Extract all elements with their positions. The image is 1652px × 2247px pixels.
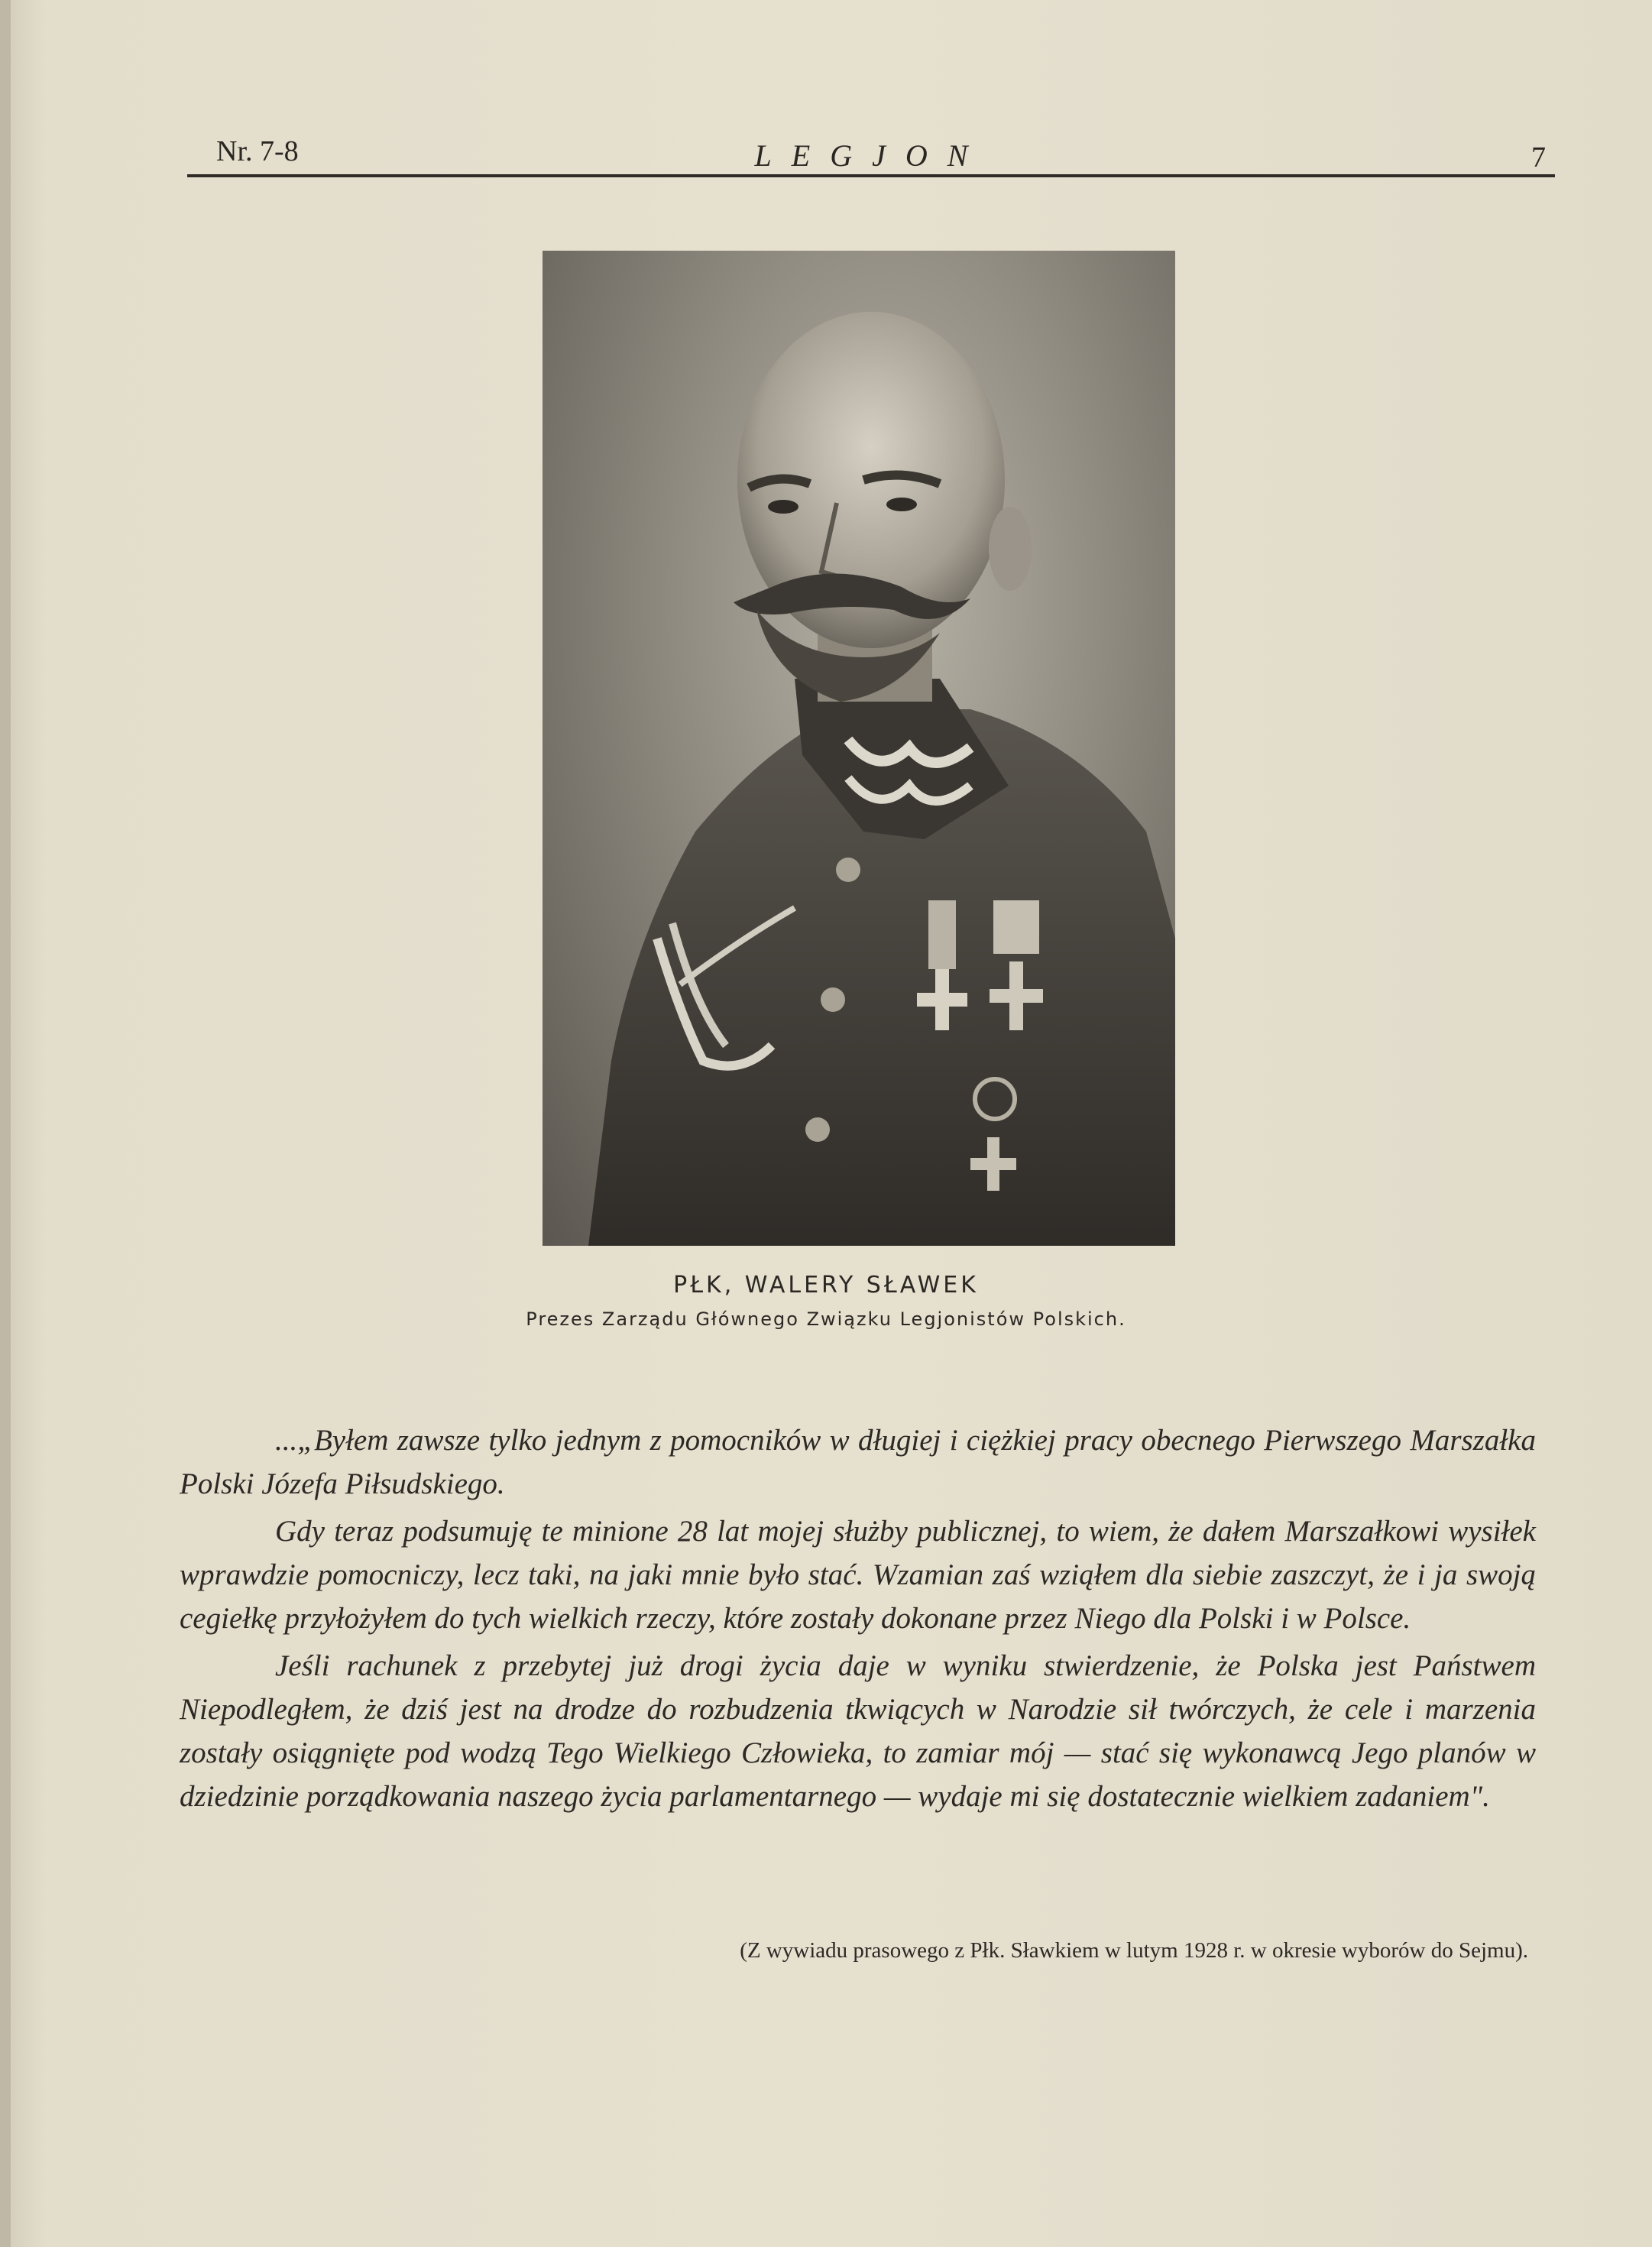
paragraph: Gdy teraz podsumuję te minione 28 lat mojej służby publicznej, to wiem, że dałem Marszałkowi wysiłek wprawdzie pomocniczy, lecz taki, na jaki mnie było stać. Wzamian zaś wziąłem dla siebie zaszczyt, że i ja swoją cegiełkę przyłożyłem do tych wielkich rzeczy, które zostały dokonane przez Niego dla Polski i w Polsce.: [180, 1515, 1536, 1635]
paragraph: Jeśli rachunek z przebytej już drogi życia daje w wyniku stwierdzenie, że Polska jest Państwem Niepodległem, że dziś jest na drodze do rozbudzenia tkwiących w Narodzie sił twórczych, że cele i marzenia zostały osiągnięte pod wodzą Tego Wielkiego Człowieka, to zamiar mój — stać się wykonawcą Jego planów w dziedzinie porządkowania naszego życia parlamentarnego — wydaje mi się dostatecznie wielkiem zadaniem".: [180, 1649, 1536, 1813]
page-number: 7: [1531, 141, 1546, 173]
paragraph: ...„Byłem zawsze tylko jednym z pomocników w długiej i ciężkiej pracy obecnego Pierwszego Marszałka Polski Józefa Piłsudskiego.: [180, 1424, 1536, 1500]
portrait-photo: [543, 251, 1175, 1246]
quote-text: [180, 1419, 1536, 1822]
header-rule: [187, 174, 1555, 177]
photo-caption-name: PŁK, WALERY SŁAWEK: [673, 1272, 979, 1299]
source-note: (Z wywiadu prasowego z Płk. Sławkiem w lutym 1928 r. w okresie wyborów do Sejmu).: [740, 1938, 1528, 1963]
issue-number: Nr. 7-8: [216, 135, 299, 167]
portrait-photo-icon: [543, 251, 1175, 1246]
page-edge: [0, 0, 11, 2247]
journal-title: LEGJON: [754, 138, 988, 173]
running-header: [187, 130, 1555, 183]
photo-caption-subtitle: Prezes Zarządu Głównego Związku Legjonistów Polskich.: [526, 1308, 1126, 1330]
